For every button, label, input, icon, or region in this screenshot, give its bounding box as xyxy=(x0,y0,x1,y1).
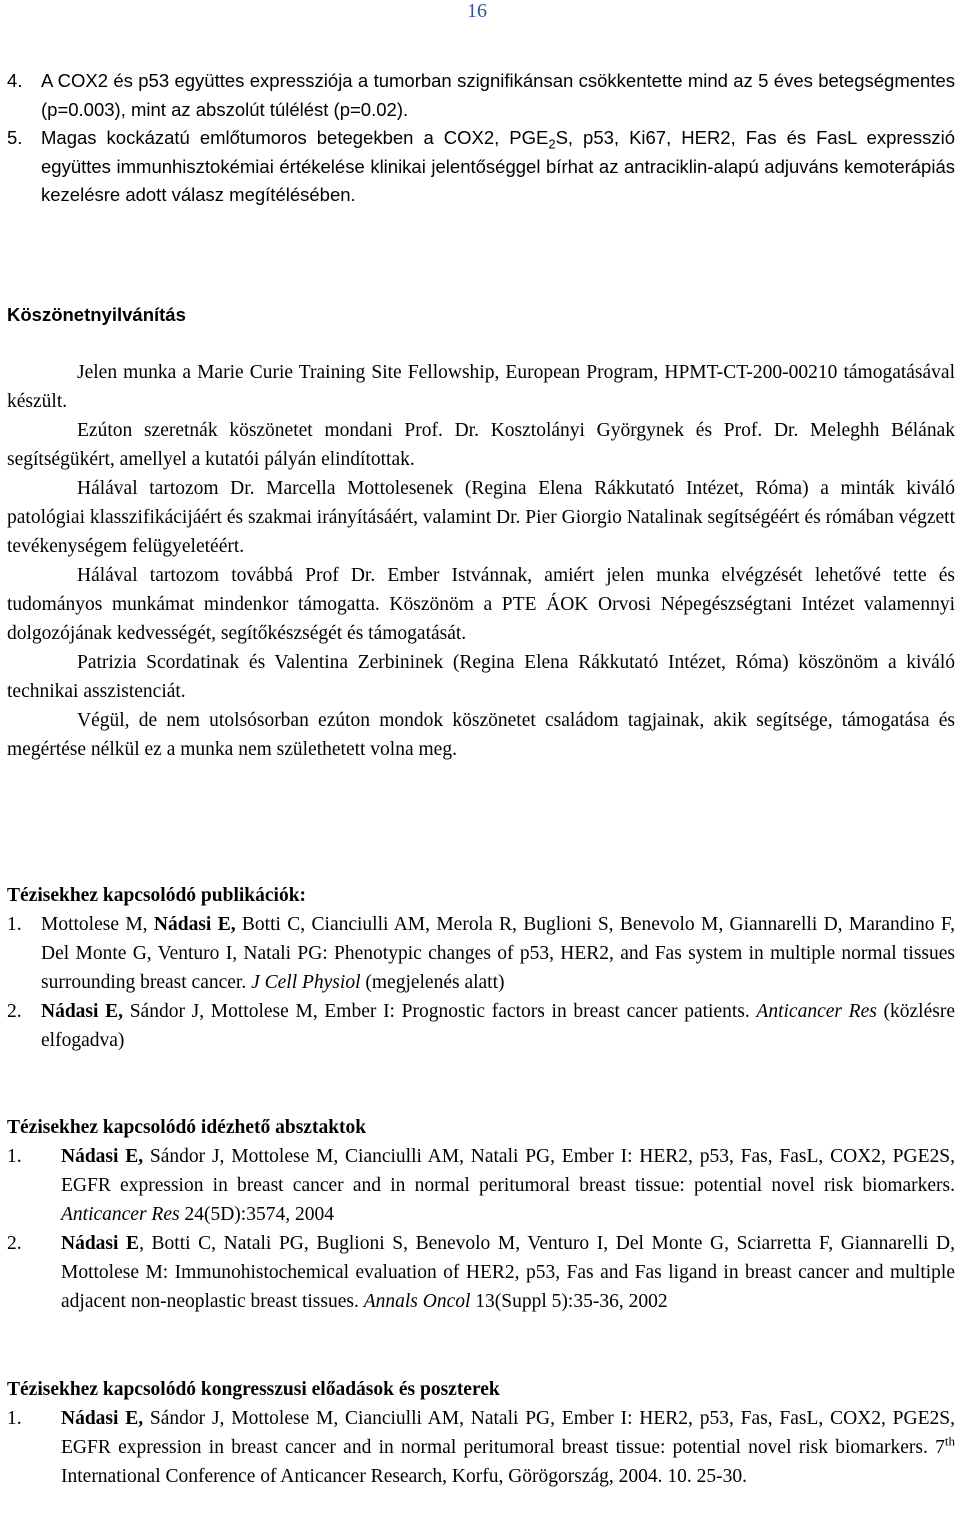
list-item xyxy=(7,1229,955,1316)
paragraph-lead: Hálával tartozom Dr. xyxy=(77,478,255,499)
citation-text: Sándor J, Mottolese M, Cianciulli AM, Natali PG, Ember I: HER2, p53, Fas, FasL, COX2, PGE2S, EGFR expression in breast cancer and in normal peritumoral breast tissue: potential novel risk biomarkers. 7 xyxy=(61,1408,955,1458)
list-item xyxy=(7,67,955,124)
citation-text: , Botti C, Natali PG, Buglioni S, Benevolo M, Venturo I, Del Monte G, Sciarretta F, Giannarelli D, Mottolese M: Immunohistochemical evaluation of HER2, p53, Fas and Fas ligand in breast cancer and multiple adjacent non-neoplastic breast tissues. xyxy=(61,1233,955,1312)
publications-list xyxy=(7,910,955,1055)
paragraph: Patrizia Scordatinak és Valentina Zerbininek (Regina Elena Rákkutató Intézet, Róma) köszönöm a kiváló technikai asszistenciát. xyxy=(7,652,955,702)
item-number: 1. xyxy=(7,914,22,935)
page-number: 16 xyxy=(467,0,487,22)
superscript: th xyxy=(944,1433,955,1449)
citation-tail: (megjelenés alatt) xyxy=(360,972,505,993)
citation-text: Botti C, Cianciulli AM, Merola R, Buglioni S, Benevolo M, Giannarelli D, Marandino F, Del Monte G, Venturo I, Natali PG: Phenotypic changes of p53, HER2, and Fas system in multiple normal tissues surrounding breast cancer. xyxy=(41,914,955,993)
paragraph xyxy=(7,561,955,648)
item-text: S, p53, Ki67, HER2, Fas és FasL expresszió együttes immunhisztokémiai értékelése klinikai jelentőséggel bírhat az antraciklin-alapú adjuváns kemoterápiás kezelésre adott válasz megítélésében. xyxy=(41,127,955,205)
highlighted-author: Nádasi E xyxy=(61,1233,140,1254)
paragraph-rest: Marcella Mottolesenek (Regina Elena Rákkutató Intézet, Róma) a minták kiváló patológiai klasszifikácijáért és szakmai irányításáért, valamint Dr. Pier Giorgio Natalinak segítségéért és rómában végzett tevékenységem felügyeletéért. xyxy=(7,478,955,557)
congress-list xyxy=(7,1404,955,1491)
highlighted-author: Nádasi E, xyxy=(61,1408,144,1429)
list-item xyxy=(7,1404,955,1491)
publications-heading: Tézisekhez kapcsolódó publikációk: xyxy=(7,885,307,906)
citation-text: Sándor J, Mottolese M, Ember I: Prognostic factors in breast cancer patients. xyxy=(123,1001,757,1022)
list-item xyxy=(7,910,955,997)
item-number: 2. xyxy=(7,1233,22,1254)
abstracts-list xyxy=(7,1142,955,1316)
item-number: 5. xyxy=(7,127,23,148)
list-item xyxy=(7,997,955,1055)
paragraph-rest: Ember Istvánnak, amiért jelen munka elvégzését lehetővé tette és tudományos munkámat mindenkor támogatta. Köszönöm a PTE ÁOK Orvosi Népegészségtani Intézet valamennyi dolgozójának kedvességét, segítőkészségét és támogatását. xyxy=(7,565,955,644)
ack-heading: Köszönetnyilvánítás xyxy=(7,304,186,325)
highlighted-author: Nádasi E, xyxy=(41,1001,124,1022)
congress-heading: Tézisekhez kapcsolódó kongresszusi előadások és poszterek xyxy=(7,1379,500,1400)
item-number: 2. xyxy=(7,1001,22,1022)
journal-name: J Cell Physiol xyxy=(251,972,361,993)
list-item xyxy=(7,1142,955,1229)
item-number: 1. xyxy=(7,1146,22,1167)
authors: Mottolese M, xyxy=(41,914,154,935)
citation-tail: 13(Suppl 5):35-36, 2002 xyxy=(470,1291,668,1312)
citation-tail: International Conference of Anticancer Research, Korfu, Görögország, 2004. 10. 25-30. xyxy=(61,1466,748,1487)
highlighted-author: Nádasi E, xyxy=(153,914,236,935)
abstracts-heading: Tézisekhez kapcsolódó idézhető absztaktok xyxy=(7,1117,367,1138)
paragraph-lead: Hálával tartozom továbbá Prof Dr. xyxy=(77,565,376,586)
paragraph: Ezúton szeretnák köszönetet mondani Prof. Dr. Kosztolányi Györgynek és Prof. Dr. Meleghh Bélának segítségükért, amellyel a kutatói pályán elindítottak. xyxy=(7,420,955,470)
journal-name: Anticancer Res xyxy=(61,1204,180,1225)
list-item xyxy=(7,124,955,210)
results-list xyxy=(7,67,955,210)
journal-name: Annals Oncol xyxy=(363,1291,471,1312)
journal-name: Anticancer Res xyxy=(756,1001,877,1022)
paragraph: Végül, de nem utolsósorban ezúton mondok köszönetet családom tagjainak, akik segítsége, támogatása és megértése nélkül ez a munka nem születhetett volna meg. xyxy=(7,710,955,760)
item-text: A COX2 és p53 együttes expressziója a tumorban szignifikánsan csökkentette mind az 5 éves betegségmentes (p=0.003), mint az abszolút túlélést (p=0.02). xyxy=(41,70,955,120)
paragraph xyxy=(7,474,955,561)
citation-text: Sándor J, Mottolese M, Cianciulli AM, Natali PG, Ember I: HER2, p53, Fas, FasL, COX2, PGE2S, EGFR expression in breast cancer and in normal peritumoral breast tissue: potential novel risk biomarkers. xyxy=(61,1146,955,1196)
ack-body xyxy=(7,358,955,764)
highlighted-author: Nádasi E, xyxy=(61,1146,144,1167)
citation-tail: (közlésre elfogadva) xyxy=(41,1001,955,1051)
citation-tail: 24(5D):3574, 2004 xyxy=(179,1204,334,1225)
item-text: Magas kockázatú emlőtumoros betegekben a COX2, PGE xyxy=(41,127,549,148)
item-number: 4. xyxy=(7,70,23,91)
item-number: 1. xyxy=(7,1408,22,1429)
paragraph: Jelen munka a Marie Curie Training Site Fellowship, European Program, HPMT-CT-200-00210 támogatásával készült. xyxy=(7,362,955,412)
subscript: 2 xyxy=(548,136,556,152)
